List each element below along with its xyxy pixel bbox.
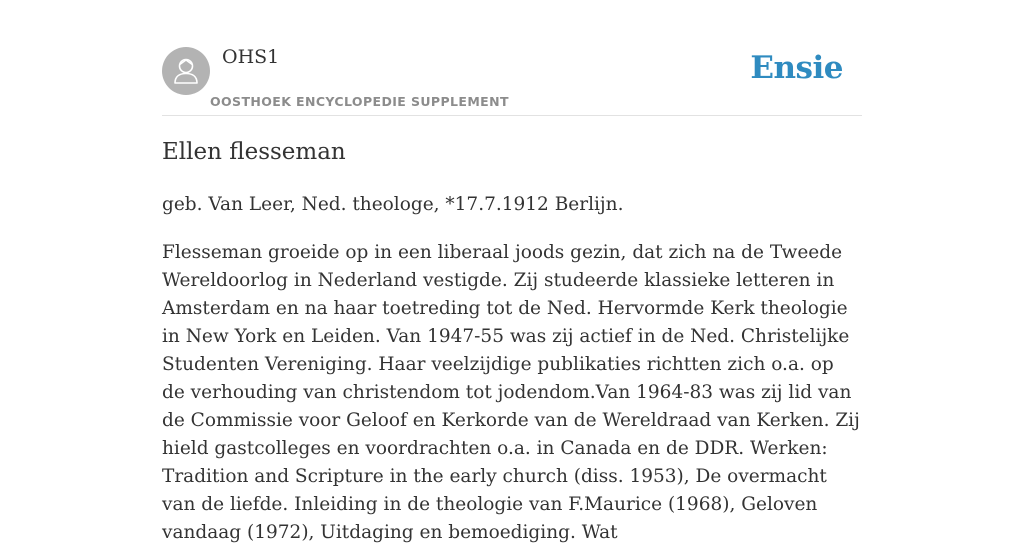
page-header [162,0,862,116]
article-body: Flesseman groeide op in een liberaal joods gezin, dat zich na de Tweede Wereldoorlog in Nederland vestigde. Zij studeerde klassieke letteren in Amsterdam en na haar toetreding tot de Ned. Hervormde Kerk theologie in New York en Leiden. Van 1947-55 was zij actief in de Ned. Christelijke Studenten Vereniging. Haar veelzijdige publikaties richtten zich o.a. op de verhouding van christendom tot jodendom.Van 1964-83 was zij lid van de Commissie voor Geloof en Kerkorde van de Wereldraad van Kerken. Zij hield gastcolleges en voordrachten o.a. in Canada en de DDR. Werken: Tradition and Scripture in the early church (diss. 1953), De overmacht van de liefde. Inleiding in de theologie van F.Maurice (1968), Geloven vandaag (1972), Uitdaging en bemoediging. Wat [162,242,860,543]
ensie-logo[interactable]: Ensie [750,50,843,86]
article-subtitle: geb. Van Leer, Ned. theologe, *17.7.1912 Berlijn. [162,194,624,215]
user-avatar[interactable] [162,47,210,95]
article-title: Ellen flesseman [162,139,346,165]
author-username-link[interactable]: OHS1 [222,46,280,68]
user-avatar-icon [162,47,210,95]
content-container [162,0,862,543]
source-link[interactable]: OOSTHOEK ENCYCLOPEDIE SUPPLEMENT [210,94,509,109]
